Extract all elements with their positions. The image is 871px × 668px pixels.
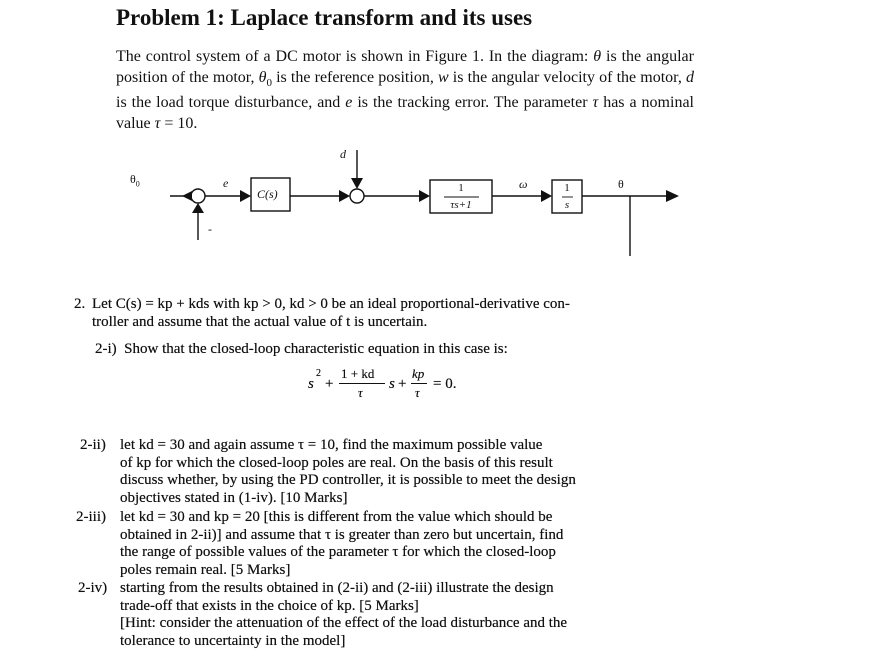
question-2ii-text: let kd = 30 and again assume τ = 10, find the maximum possible value of kp for which the closed-loop poles are real. On the basis of this result discuss whether, by using the PD controller, it is possible to meet the design objectives stated in (1-iv). [10 Marks] (120, 437, 576, 506)
integrator-denominator: s (564, 199, 570, 211)
block-diagram (0, 0, 871, 300)
disturbance-label: d (340, 147, 346, 161)
arrow-feedback-up (192, 203, 204, 213)
summing-junction-1 (191, 189, 205, 203)
plant-numerator: 1 (458, 182, 464, 194)
intro-paragraph: The control system of a DC motor is shown in Figure 1. In the diagram: θ is the angular position of the motor, $\theta_0$ is the reference position, w is the angular velocity of the motor, d is the load torque disturbance, and e is the tracking error. The parameter τ has a nominal value τ = 10. (116, 48, 695, 132)
error-label: e (223, 176, 229, 190)
minus-sign-label: - (208, 222, 212, 236)
arrow-output (666, 190, 679, 202)
theta-output-label: θ (618, 177, 624, 191)
arrow-to-controller (240, 190, 251, 202)
question-2ii-label: 2-ii) (80, 437, 106, 453)
arrow-to-junction-2 (339, 190, 350, 202)
question-2iii-text: let kd = 30 and kp = 20 [this is different from the value which should be obtained in 2-ii)] and assume that τ is greater than zero but uncertain, find the range of possible values of the parameter τ for which the closed-loop poles remain real. [5 Marks] (120, 509, 564, 578)
question-2iii-label: 2-iii) (76, 509, 106, 525)
theta0-label: $\theta_0$ (130, 172, 140, 189)
question-2iv-text: starting from the results obtained in (2-ii) and (2-iii) illustrate the design trade-off that exists in the choice of kp. [5 Marks] [Hint: consider the attenuation of the effect of the load disturbance and the tolerance to uncertainty in the model] (120, 580, 568, 649)
characteristic-equation: s 2 + 1 + kd τ s + kp τ = 0. (308, 366, 457, 400)
question-2iv-label: 2-iv) (78, 580, 108, 596)
question-2i: 2-i) Show that the closed-loop characteristic equation in this case is: (95, 341, 508, 357)
plant-denominator: τs+1 (450, 199, 472, 211)
integrator-numerator: 1 (564, 182, 570, 194)
problem-title: Problem 1: Laplace transform and its uses (116, 5, 533, 30)
summing-junction-2 (350, 189, 364, 203)
question-2-text: Let C(s) = kp + kds with kp > 0, kd > 0 be an ideal proportional-derivative con- troller and assume that the actual value of t is uncertain. (92, 296, 570, 330)
question-2-number: 2. (74, 296, 86, 312)
arrow-to-junction-1 (182, 191, 192, 201)
controller-label: C(s) (257, 187, 278, 201)
arrow-to-plant (419, 190, 430, 202)
omega-label: ω (519, 177, 528, 191)
arrow-to-integrator (541, 190, 552, 202)
arrow-disturbance-down (351, 178, 363, 189)
